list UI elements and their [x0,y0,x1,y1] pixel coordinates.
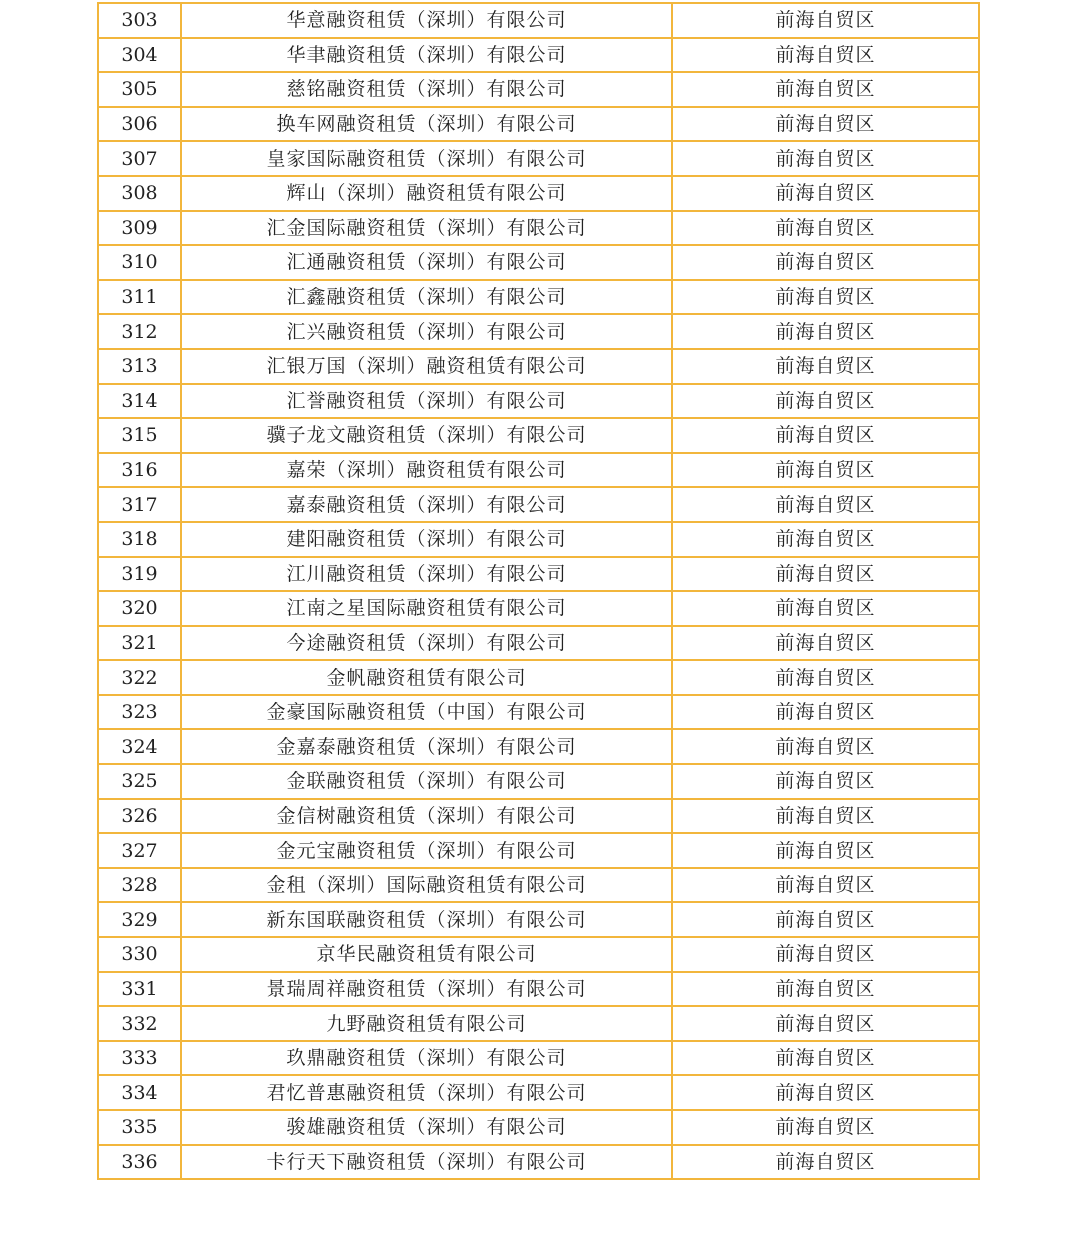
region-cell: 前海自贸区 [672,799,979,834]
row-number-cell: 308 [98,176,181,211]
region-cell: 前海自贸区 [672,384,979,419]
row-number-cell: 305 [98,72,181,107]
table-row [98,314,979,349]
company-name-cell: 金信树融资租赁（深圳）有限公司 [181,799,672,834]
table-row [98,764,979,799]
region-cell: 前海自贸区 [672,626,979,661]
region-cell: 前海自贸区 [672,211,979,246]
company-name-cell: 新东国联融资租赁（深圳）有限公司 [181,902,672,937]
table-row [98,245,979,280]
table-row [98,626,979,661]
region-cell: 前海自贸区 [672,591,979,626]
table-row [98,3,979,38]
table-row [98,107,979,142]
region-cell: 前海自贸区 [672,487,979,522]
region-cell: 前海自贸区 [672,1075,979,1110]
company-name-cell: 汇金国际融资租赁（深圳）有限公司 [181,211,672,246]
region-cell: 前海自贸区 [672,729,979,764]
row-number-cell: 324 [98,729,181,764]
company-name-cell: 嘉荣（深圳）融资租赁有限公司 [181,453,672,488]
company-name-cell: 君忆普惠融资租赁（深圳）有限公司 [181,1075,672,1110]
company-name-cell: 汇通融资租赁（深圳）有限公司 [181,245,672,280]
region-cell: 前海自贸区 [672,1110,979,1145]
table-row [98,522,979,557]
company-name-cell: 金帆融资租赁有限公司 [181,660,672,695]
table-row [98,38,979,73]
company-name-cell: 江川融资租赁（深圳）有限公司 [181,557,672,592]
row-number-cell: 316 [98,453,181,488]
row-number-cell: 314 [98,384,181,419]
company-name-cell: 卡行天下融资租赁（深圳）有限公司 [181,1145,672,1180]
company-name-cell: 华聿融资租赁（深圳）有限公司 [181,38,672,73]
row-number-cell: 310 [98,245,181,280]
company-name-cell: 汇银万国（深圳）融资租赁有限公司 [181,349,672,384]
row-number-cell: 320 [98,591,181,626]
region-cell: 前海自贸区 [672,902,979,937]
table-row [98,349,979,384]
row-number-cell: 331 [98,972,181,1007]
company-name-cell: 景瑞周祥融资租赁（深圳）有限公司 [181,972,672,1007]
row-number-cell: 309 [98,211,181,246]
table-row [98,937,979,972]
region-cell: 前海自贸区 [672,695,979,730]
company-name-cell: 慈铭融资租赁（深圳）有限公司 [181,72,672,107]
company-list-table [97,2,980,1180]
company-name-cell: 金联融资租赁（深圳）有限公司 [181,764,672,799]
row-number-cell: 329 [98,902,181,937]
region-cell: 前海自贸区 [672,764,979,799]
row-number-cell: 319 [98,557,181,592]
region-cell: 前海自贸区 [672,245,979,280]
region-cell: 前海自贸区 [672,1006,979,1041]
row-number-cell: 315 [98,418,181,453]
company-name-cell: 嘉泰融资租赁（深圳）有限公司 [181,487,672,522]
table-row [98,1145,979,1180]
company-name-cell: 玖鼎融资租赁（深圳）有限公司 [181,1041,672,1076]
table-row [98,487,979,522]
company-name-cell: 建阳融资租赁（深圳）有限公司 [181,522,672,557]
company-name-cell: 汇鑫融资租赁（深圳）有限公司 [181,280,672,315]
table-row [98,72,979,107]
company-name-cell: 金租（深圳）国际融资租赁有限公司 [181,868,672,903]
row-number-cell: 330 [98,937,181,972]
company-name-cell: 金豪国际融资租赁（中国）有限公司 [181,695,672,730]
row-number-cell: 303 [98,3,181,38]
region-cell: 前海自贸区 [672,3,979,38]
region-cell: 前海自贸区 [672,972,979,1007]
row-number-cell: 311 [98,280,181,315]
company-name-cell: 金元宝融资租赁（深圳）有限公司 [181,833,672,868]
company-name-cell: 京华民融资租赁有限公司 [181,937,672,972]
table-row [98,729,979,764]
company-name-cell: 骏雄融资租赁（深圳）有限公司 [181,1110,672,1145]
row-number-cell: 328 [98,868,181,903]
region-cell: 前海自贸区 [672,1041,979,1076]
company-name-cell: 换车网融资租赁（深圳）有限公司 [181,107,672,142]
region-cell: 前海自贸区 [672,833,979,868]
region-cell: 前海自贸区 [672,660,979,695]
region-cell: 前海自贸区 [672,107,979,142]
row-number-cell: 326 [98,799,181,834]
row-number-cell: 317 [98,487,181,522]
table-row [98,660,979,695]
table-row [98,280,979,315]
table-row [98,695,979,730]
region-cell: 前海自贸区 [672,557,979,592]
region-cell: 前海自贸区 [672,937,979,972]
company-name-cell: 今途融资租赁（深圳）有限公司 [181,626,672,661]
row-number-cell: 304 [98,38,181,73]
region-cell: 前海自贸区 [672,453,979,488]
table-body [98,3,979,1179]
region-cell: 前海自贸区 [672,72,979,107]
table-row [98,868,979,903]
row-number-cell: 336 [98,1145,181,1180]
row-number-cell: 318 [98,522,181,557]
table-row [98,211,979,246]
table-row [98,591,979,626]
company-name-cell: 华意融资租赁（深圳）有限公司 [181,3,672,38]
region-cell: 前海自贸区 [672,176,979,211]
table-row [98,418,979,453]
table-row [98,1075,979,1110]
region-cell: 前海自贸区 [672,38,979,73]
table-row [98,1110,979,1145]
company-name-cell: 九野融资租赁有限公司 [181,1006,672,1041]
region-cell: 前海自贸区 [672,314,979,349]
row-number-cell: 333 [98,1041,181,1076]
row-number-cell: 335 [98,1110,181,1145]
company-name-cell: 骥子龙文融资租赁（深圳）有限公司 [181,418,672,453]
region-cell: 前海自贸区 [672,868,979,903]
table-row [98,902,979,937]
table-row [98,453,979,488]
row-number-cell: 327 [98,833,181,868]
region-cell: 前海自贸区 [672,418,979,453]
region-cell: 前海自贸区 [672,1145,979,1180]
region-cell: 前海自贸区 [672,280,979,315]
table-row [98,141,979,176]
table-row [98,176,979,211]
table-row [98,972,979,1007]
region-cell: 前海自贸区 [672,522,979,557]
row-number-cell: 332 [98,1006,181,1041]
table-row [98,557,979,592]
region-cell: 前海自贸区 [672,141,979,176]
table-row [98,1041,979,1076]
row-number-cell: 325 [98,764,181,799]
row-number-cell: 321 [98,626,181,661]
table-row [98,799,979,834]
table-row [98,1006,979,1041]
company-name-cell: 辉山（深圳）融资租赁有限公司 [181,176,672,211]
row-number-cell: 307 [98,141,181,176]
row-number-cell: 312 [98,314,181,349]
row-number-cell: 313 [98,349,181,384]
company-name-cell: 汇兴融资租赁（深圳）有限公司 [181,314,672,349]
row-number-cell: 323 [98,695,181,730]
company-name-cell: 汇誉融资租赁（深圳）有限公司 [181,384,672,419]
table-row [98,833,979,868]
row-number-cell: 322 [98,660,181,695]
company-name-cell: 江南之星国际融资租赁有限公司 [181,591,672,626]
company-name-cell: 皇家国际融资租赁（深圳）有限公司 [181,141,672,176]
company-name-cell: 金嘉泰融资租赁（深圳）有限公司 [181,729,672,764]
row-number-cell: 334 [98,1075,181,1110]
row-number-cell: 306 [98,107,181,142]
table-row [98,384,979,419]
region-cell: 前海自贸区 [672,349,979,384]
